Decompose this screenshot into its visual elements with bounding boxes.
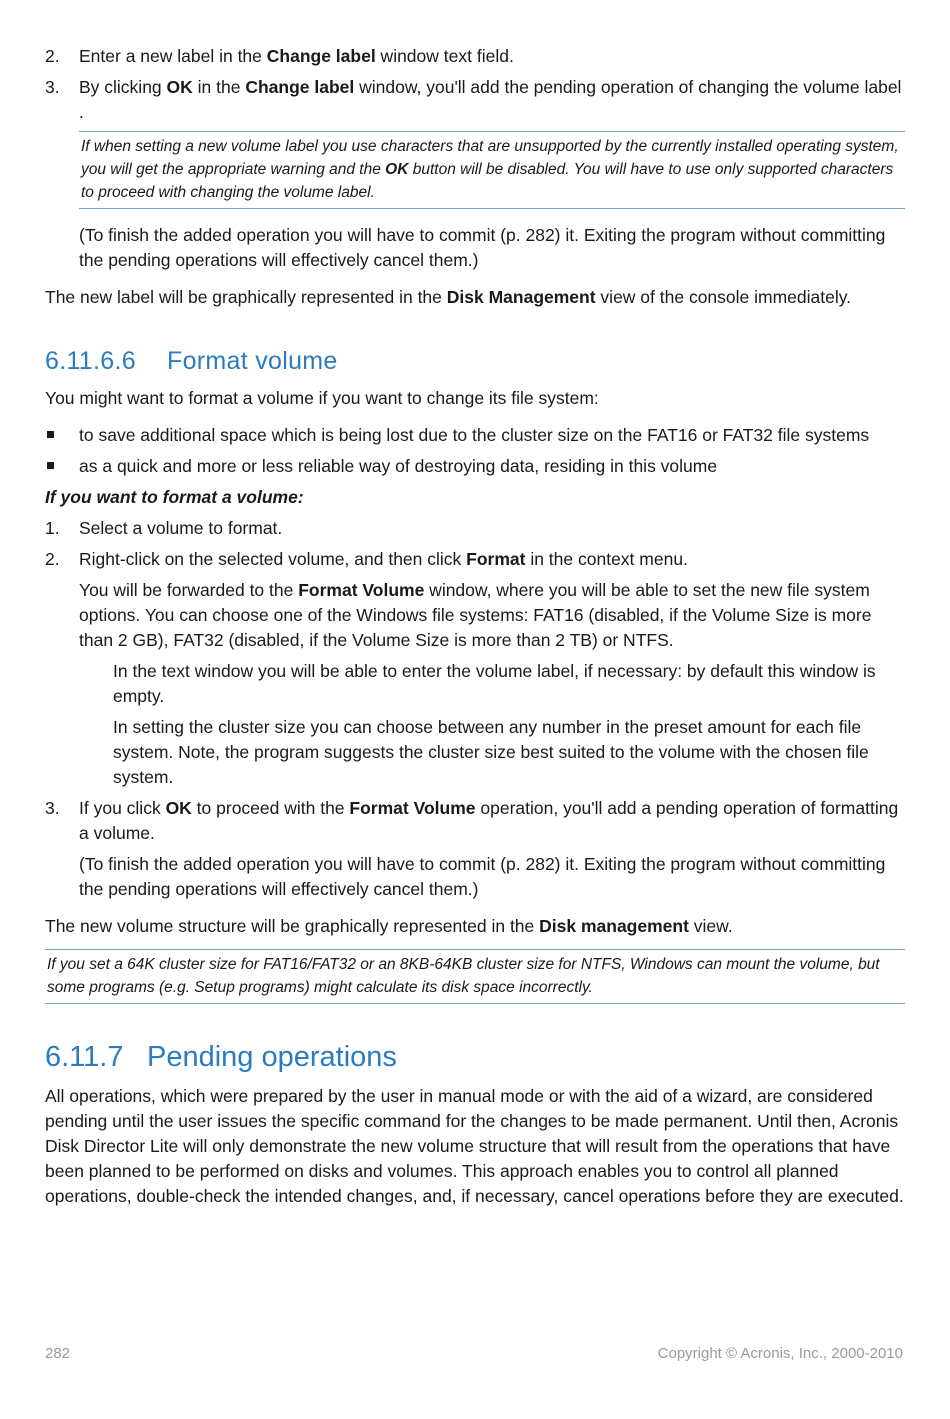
finish-note-2: (To finish the added operation you will have to commit (p. 282) it. Exiting the program without committing the pending operations will effectively cancel them.): [79, 854, 886, 899]
pending-operations-paragraph: All operations, which were prepared by the user in manual mode or with the aid of a wizard, are considered pending until the user issues the specific command for the changes to be made permanent. Until then, Acronis Disk Director Lite will only demonstrate the new volume structure that will result from the operations that have been planned to be performed on disks and volumes. This approach enables you to control all planned operations, double-check the intended changes, and, if necessary, cancel operations before they are executed.: [45, 1086, 904, 1206]
section-title: Pending operations: [147, 1041, 397, 1073]
bullet-icon: [45, 423, 79, 448]
step-text: [79, 75, 905, 125]
note-cluster-size-warning: If you set a 64K cluster size for FAT16/FAT32 or an 8KB-64KB cluster size for NTFS, Windows can mount the volume, but some programs (e.g. Setup programs) might calculate its disk space incorrectly.: [45, 949, 905, 1004]
list-item: [45, 423, 905, 448]
ui-term: OK: [165, 798, 192, 818]
page-number: 282: [45, 1345, 71, 1362]
format-step-1: [45, 516, 905, 541]
section-title: Format volume: [167, 347, 338, 375]
text-run: The new volume structure will be graphically represented in the: [45, 916, 540, 936]
text-run: Right-click on the selected volume, and then click: [79, 549, 467, 569]
ui-term: OK: [385, 161, 409, 178]
document-page: [45, 44, 905, 1209]
text-run: The new label will be graphically represented in the: [45, 287, 447, 307]
step-number: 2.: [45, 46, 60, 66]
text-run: to proceed with the: [191, 798, 350, 818]
section-number: 6.11.7: [45, 1041, 124, 1073]
ui-term: OK: [166, 77, 193, 97]
step-text: Select a volume to format.: [79, 518, 283, 538]
volume-label-description: In the text window you will be able to enter the volume label, if necessary: by default this window is empty.: [113, 661, 876, 706]
text-run: window, you'll add the pending operation of changing the volume label .: [79, 77, 902, 122]
text-run: window text field.: [375, 46, 514, 66]
text-run: button will be disabled. You will have to use only supported characters to proceed with changing the volume label.: [81, 161, 894, 201]
format-step-2: [45, 547, 905, 572]
format-volume-window-description: [79, 578, 905, 653]
step-text: [79, 44, 905, 69]
label-result-paragraph: [45, 285, 905, 310]
procedure-title: If you want to format a volume:: [45, 487, 304, 507]
bullet-icon: [45, 454, 79, 479]
ui-term: Change label: [245, 77, 355, 97]
format-step-3: [45, 796, 905, 846]
section-number: 6.11.6.6: [45, 347, 136, 375]
ui-term: Disk Management: [446, 287, 596, 307]
text-run: view.: [688, 916, 733, 936]
text-run: You will be forwarded to the: [79, 580, 299, 600]
text-run: in the context menu.: [525, 549, 688, 569]
page-footer: [45, 1341, 903, 1366]
copyright-text: Copyright © Acronis, Inc., 2000-2010: [657, 1345, 903, 1362]
section-heading-format-volume: [45, 346, 905, 376]
text-run: window, where you will be able to set the new file system options. You can choose one of the Windows file systems: FAT16 (disabled, if the Volume Size is more than 2 GB), FAT32 (disabled, if the Volume Size is more than 2 TB) or NTFS.: [79, 580, 872, 650]
section-heading-pending-operations: [45, 1040, 905, 1074]
list-item: [45, 454, 905, 479]
step-2: [45, 44, 905, 69]
step-text: [79, 547, 905, 572]
note-unsupported-characters: [79, 131, 905, 209]
finish-note-1: (To finish the added operation you will have to commit (p. 282) it. Exiting the program without committing the pending operations will effectively cancel them.): [79, 225, 886, 270]
ui-term: Disk management: [539, 916, 689, 936]
step-text: [79, 796, 905, 846]
ui-term: Format Volume: [298, 580, 425, 600]
ui-term: Format Volume: [349, 798, 476, 818]
step-number: 3.: [45, 798, 60, 818]
text-run: in the: [192, 77, 246, 97]
step-number: 3.: [45, 77, 60, 97]
text-run: view of the console immediately.: [595, 287, 852, 307]
step-number: 2.: [45, 549, 60, 569]
cluster-size-description: In setting the cluster size you can choose between any number in the preset amount for each file system. Note, the program suggests the cluster size best suited to the volume with the chosen file system.: [113, 717, 869, 787]
ui-term: Format: [466, 549, 526, 569]
text-run: operation, you'll add a pending operation of formatting a volume.: [79, 798, 899, 843]
text-run: If you click: [79, 798, 166, 818]
step-number: 1.: [45, 518, 60, 538]
format-intro: You might want to format a volume if you want to change its file system:: [45, 388, 599, 408]
text-run: If when setting a new volume label you use characters that are unsupported by the currently installed operating system, you will get the appropriate warning and the: [81, 138, 899, 178]
format-result-paragraph: [45, 914, 905, 939]
text-run: By clicking: [79, 77, 167, 97]
bullet-text: as a quick and more or less reliable way of destroying data, residing in this volume: [79, 456, 718, 476]
bullet-text: to save additional space which is being lost due to the cluster size on the FAT16 or FAT32 file systems: [79, 425, 870, 445]
ui-term: Change label: [266, 46, 376, 66]
step-3: [45, 75, 905, 125]
text-run: Enter a new label in the: [79, 46, 267, 66]
